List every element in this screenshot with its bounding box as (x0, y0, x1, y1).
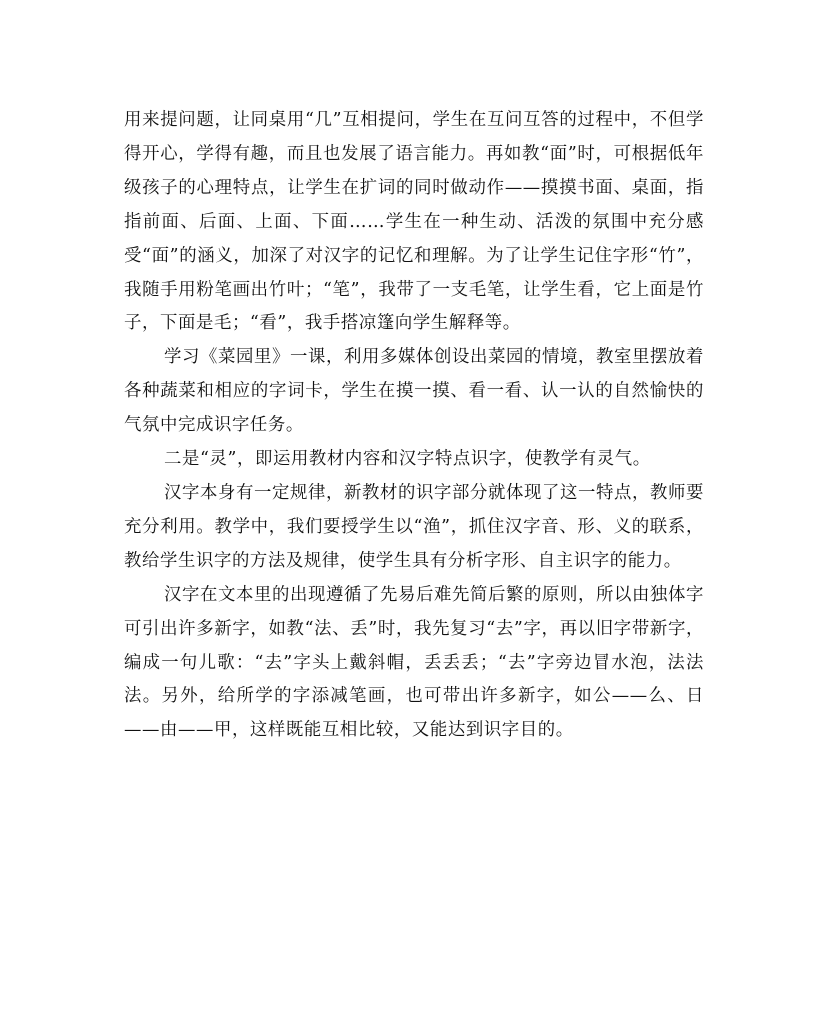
paragraph-2: 学习《菜园里》一课，利用多媒体创设出菜园的情境，教室里摆放着各种蔬菜和相应的字词卡，学生在摸一摸、看一看、认一认的自然愉快的气氛中完成识字任务。 (124, 347, 704, 436)
paragraph-5: 汉字在文本里的出现遵循了先易后难先简后繁的原则，所以由独体字可引出许多新字，如教“法、丢”时，我先复习“去”字，再以旧字带新字，编成一句儿歌：“去”字头上戴斜帽，丢丢丢；“去”字旁边冒水泡，法法法。另外，给所学的字添减笔画，也可带出许多新字，如公——么、日——由——甲，这样既能互相比较，又能达到识字目的。 (124, 584, 704, 741)
paragraph-4: 汉字本身有一定规律，新教材的识字部分就体现了这一特点，教师要充分利用。教学中，我们要授学生以“渔”，抓住汉字音、形、义的联系，教给学生识字的方法及规律，使学生具有分析字形、自主识字的能力。 (124, 482, 704, 571)
paragraph-3: 二是“灵”，即运用教材内容和汉字特点识字，使教学有灵气。 (164, 449, 651, 470)
paragraph-1: 用来提问题，让同桌用“几”互相提问，学生在互问互答的过程中，不但学得开心，学得有趣，而且也发展了语言能力。再如教“面”时，可根据低年级孩子的心理特点，让学生在扩词的同时做动作——摸摸书面、桌面，指指前面、后面、上面、下面……学生在一种生动、活泼的氛围中充分感受“面”的涵义，加深了对汉字的记忆和理解。为了让学生记住字形“竹”，我随手用粉笔画出竹叶；“笔”，我带了一支毛笔，让学生看，它上面是竹子，下面是毛；“看”，我手搭凉篷向学生解释等。 (124, 110, 704, 334)
document-body (124, 104, 704, 748)
